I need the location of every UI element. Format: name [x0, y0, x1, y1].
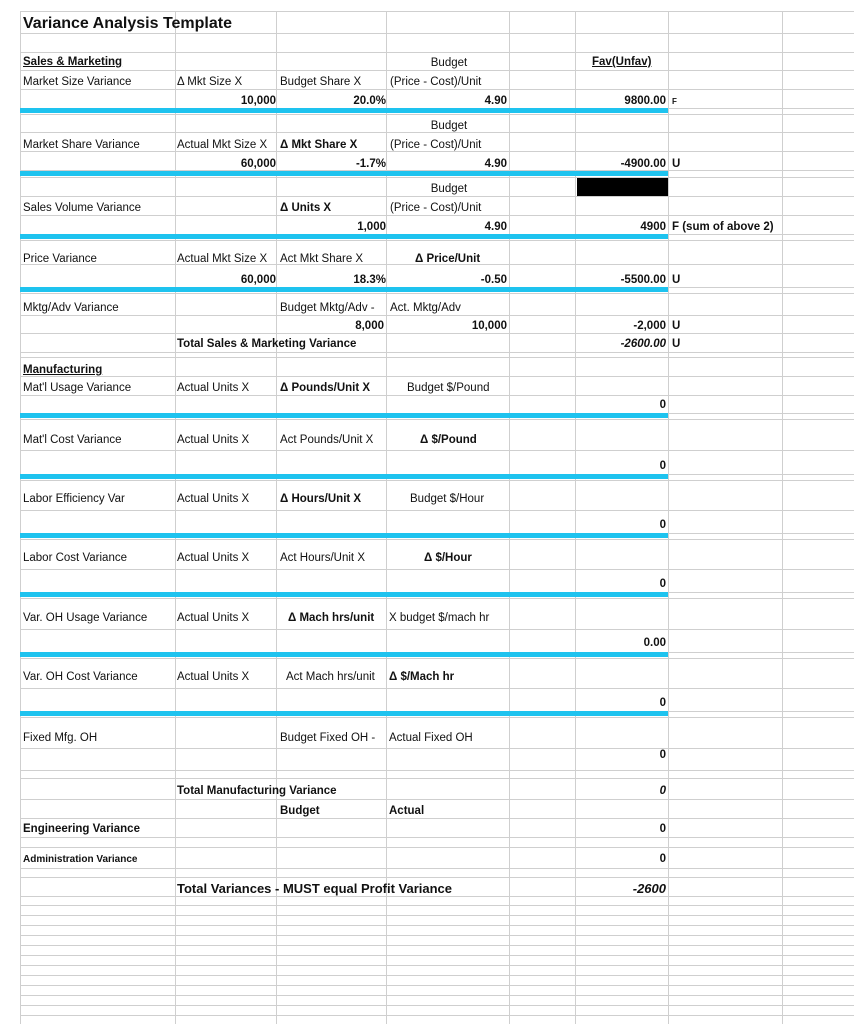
- header-delta-per-pound: Δ $/Pound: [420, 434, 477, 446]
- header-actual-units: Actual Units X: [177, 382, 250, 394]
- result-price: -5500.00: [620, 274, 666, 286]
- header-budget: Budget: [430, 57, 468, 69]
- header-delta-per-hour: Δ $/Hour: [424, 552, 472, 564]
- value-delta-units: 1,000: [357, 221, 386, 233]
- gridline: [20, 539, 854, 540]
- gridline: [20, 52, 854, 53]
- divider-bar: [20, 287, 668, 292]
- gridline: [20, 717, 854, 718]
- gridline: [20, 510, 854, 511]
- header-actual: Actual: [389, 805, 425, 817]
- value-act-mktg-adv: 10,000: [471, 320, 507, 332]
- header-budget: Budget: [430, 120, 468, 132]
- value-delta-price: -0.50: [480, 274, 507, 286]
- divider-bar: [20, 474, 668, 479]
- header-act-mkt-share: Act Mkt Share X: [280, 253, 364, 265]
- divider-bar: [20, 413, 668, 418]
- gridline: [668, 11, 669, 1024]
- gridline: [20, 70, 854, 71]
- gridline: [20, 293, 854, 294]
- header-act-pounds-unit: Act Pounds/Unit X: [280, 434, 374, 446]
- divider-bar: [20, 108, 668, 113]
- result-market-share: -4900.00: [620, 158, 666, 170]
- section-header-manufacturing: Manufacturing: [23, 364, 103, 376]
- gridline: [20, 799, 854, 800]
- engineering-variance-label: Engineering Variance: [23, 823, 140, 835]
- header-price-cost-unit: (Price - Cost)/Unit: [390, 139, 482, 151]
- header-budget-fixed-oh: Budget Fixed OH -: [280, 732, 376, 744]
- header-delta-mkt-share: Δ Mkt Share X: [280, 139, 358, 151]
- header-act-mktg-adv: Act. Mktg/Adv: [390, 302, 461, 314]
- header-delta-mach-hrs-unit: Δ Mach hrs/unit: [288, 612, 375, 624]
- gridline: [20, 569, 854, 570]
- value-delta-mkt-share: -1.7%: [355, 158, 386, 170]
- page-title: Variance Analysis Template: [23, 15, 232, 32]
- gridline: [20, 837, 854, 838]
- header-budget-per-mach-hr: X budget $/mach hr: [389, 612, 490, 624]
- section-header-sales: Sales & Marketing: [23, 56, 123, 68]
- header-delta-units: Δ Units X: [280, 202, 332, 214]
- result-matl-usage: 0: [659, 399, 666, 411]
- divider-bar: [20, 711, 668, 716]
- value-budget-share: 20.0%: [353, 95, 386, 107]
- gridline: [20, 196, 854, 197]
- row-label-mktg-adv: Mktg/Adv Variance: [23, 302, 119, 314]
- row-label-var-oh-cost: Var. OH Cost Variance: [23, 671, 138, 683]
- flag-market-size: F: [672, 97, 677, 106]
- gridline: [20, 818, 854, 819]
- header-budget-per-pound: Budget $/Pound: [407, 382, 490, 394]
- filled-cell: [577, 178, 668, 196]
- gridline: [20, 177, 854, 178]
- header-actual-fixed-oh: Actual Fixed OH: [389, 732, 473, 744]
- gridline: [575, 11, 576, 1024]
- header-price-cost-unit: (Price - Cost)/Unit: [390, 202, 482, 214]
- gridline: [20, 376, 854, 377]
- flag-market-share: U: [672, 158, 681, 170]
- header-budget-mktg-adv: Budget Mktg/Adv -: [280, 302, 375, 314]
- flag-sales-volume: F (sum of above 2): [672, 221, 774, 233]
- gridline: [20, 935, 854, 936]
- gridline: [20, 868, 854, 869]
- total-manufacturing-value: 0: [659, 785, 666, 797]
- value-price-cost: 4.90: [484, 95, 507, 107]
- total-sales-marketing-value: -2600.00: [620, 338, 666, 350]
- result-market-size: 9800.00: [624, 95, 666, 107]
- row-label-market-share: Market Share Variance: [23, 139, 140, 151]
- row-label-sales-volume: Sales Volume Variance: [23, 202, 142, 214]
- gridline: [20, 240, 854, 241]
- administration-variance-label: Administration Variance: [23, 854, 138, 865]
- gridline: [20, 688, 854, 689]
- total-variances-label: Total Variances - MUST equal Profit Variance: [177, 881, 453, 896]
- gridline: [782, 11, 783, 1024]
- fav-unfav-header: Fav(Unfav): [592, 56, 652, 68]
- result-sales-volume: 4900: [640, 221, 666, 233]
- value-budget-mktg-adv: 8,000: [355, 320, 384, 332]
- header-actual-mkt-size: Actual Mkt Size X: [177, 139, 268, 151]
- gridline: [20, 419, 854, 420]
- header-delta-mkt-size: Δ Mkt Size X: [177, 76, 243, 88]
- header-budget: Budget: [430, 183, 468, 195]
- divider-bar: [20, 592, 668, 597]
- divider-bar: [20, 171, 668, 176]
- header-budget: Budget: [280, 805, 320, 817]
- result-fixed-mfg-oh: 0: [659, 749, 666, 761]
- row-label-labor-efficiency: Labor Efficiency Var: [23, 493, 125, 505]
- header-actual-units: Actual Units X: [177, 612, 250, 624]
- divider-bar: [20, 652, 668, 657]
- row-label-price: Price Variance: [23, 253, 97, 265]
- total-manufacturing-label: Total Manufacturing Variance: [177, 785, 337, 797]
- gridline: [386, 11, 387, 1024]
- divider-bar: [20, 533, 668, 538]
- gridline: [20, 333, 854, 334]
- result-var-oh-usage: 0.00: [643, 637, 666, 649]
- gridline: [20, 11, 854, 12]
- value-actual-mkt-size: 60,000: [240, 158, 276, 170]
- gridline: [509, 11, 510, 1024]
- flag-total-sales-marketing: U: [672, 338, 681, 350]
- value-price-cost: 4.90: [484, 221, 507, 233]
- gridline: [20, 89, 854, 90]
- gridline: [20, 480, 854, 481]
- gridline: [20, 658, 854, 659]
- gridline: [20, 975, 854, 976]
- header-actual-units: Actual Units X: [177, 552, 250, 564]
- header-budget-share: Budget Share X: [280, 76, 362, 88]
- header-actual-mkt-size: Actual Mkt Size X: [177, 253, 268, 265]
- value-actual-mkt-size: 60,000: [240, 274, 276, 286]
- result-labor-efficiency: 0: [659, 519, 666, 531]
- header-delta-per-mach-hr: Δ $/Mach hr: [389, 671, 455, 683]
- total-variances-value: -2600: [632, 881, 666, 896]
- gridline: [20, 847, 854, 848]
- total-sales-marketing-label: Total Sales & Marketing Variance: [177, 338, 357, 350]
- header-delta-pounds-unit: Δ Pounds/Unit X: [280, 382, 371, 394]
- header-delta-hours-unit: Δ Hours/Unit X: [280, 493, 362, 505]
- flag-price: U: [672, 274, 681, 286]
- gridline: [20, 450, 854, 451]
- gridline: [20, 905, 854, 906]
- gridline: [20, 598, 854, 599]
- administration-variance-value: 0: [659, 853, 666, 865]
- header-actual-units: Actual Units X: [177, 434, 250, 446]
- value-act-mkt-share: 18.3%: [353, 274, 386, 286]
- row-label-var-oh-usage: Var. OH Usage Variance: [23, 612, 148, 624]
- row-label-labor-cost: Labor Cost Variance: [23, 552, 127, 564]
- gridline: [20, 315, 854, 316]
- row-label-matl-usage: Mat'l Usage Variance: [23, 382, 132, 394]
- gridline: [20, 215, 854, 216]
- gridline: [20, 985, 854, 986]
- header-actual-units: Actual Units X: [177, 671, 250, 683]
- gridline: [20, 770, 854, 771]
- gridline: [20, 955, 854, 956]
- gridline: [20, 11, 21, 1024]
- gridline: [20, 395, 854, 396]
- gridline: [20, 352, 854, 353]
- value-price-cost: 4.90: [484, 158, 507, 170]
- gridline: [20, 965, 854, 966]
- gridline: [276, 11, 277, 1024]
- divider-bar: [20, 234, 668, 239]
- gridline: [20, 915, 854, 916]
- result-mktg-adv: -2,000: [633, 320, 666, 332]
- gridline: [20, 877, 854, 878]
- flag-mktg-adv: U: [672, 320, 681, 332]
- gridline: [20, 1005, 854, 1006]
- gridline: [20, 357, 854, 358]
- result-matl-cost: 0: [659, 460, 666, 472]
- row-label-market-size: Market Size Variance: [23, 76, 132, 88]
- result-labor-cost: 0: [659, 578, 666, 590]
- header-price-cost-unit: (Price - Cost)/Unit: [390, 76, 482, 88]
- gridline: [20, 114, 854, 115]
- gridline: [20, 995, 854, 996]
- gridline: [20, 629, 854, 630]
- result-var-oh-cost: 0: [659, 697, 666, 709]
- gridline: [20, 925, 854, 926]
- gridline: [20, 945, 854, 946]
- header-act-mach-hrs-unit: Act Mach hrs/unit: [286, 671, 375, 683]
- gridline: [20, 778, 854, 779]
- row-label-matl-cost: Mat'l Cost Variance: [23, 434, 122, 446]
- header-actual-units: Actual Units X: [177, 493, 250, 505]
- engineering-variance-value: 0: [659, 823, 666, 835]
- header-delta-price-unit: Δ Price/Unit: [415, 253, 481, 265]
- gridline: [20, 1015, 854, 1016]
- header-budget-per-hour: Budget $/Hour: [410, 493, 485, 505]
- value-mkt-size: 10,000: [240, 95, 276, 107]
- gridline: [20, 748, 854, 749]
- header-act-hours-unit: Act Hours/Unit X: [280, 552, 365, 564]
- row-label-fixed-mfg-oh: Fixed Mfg. OH: [23, 732, 98, 744]
